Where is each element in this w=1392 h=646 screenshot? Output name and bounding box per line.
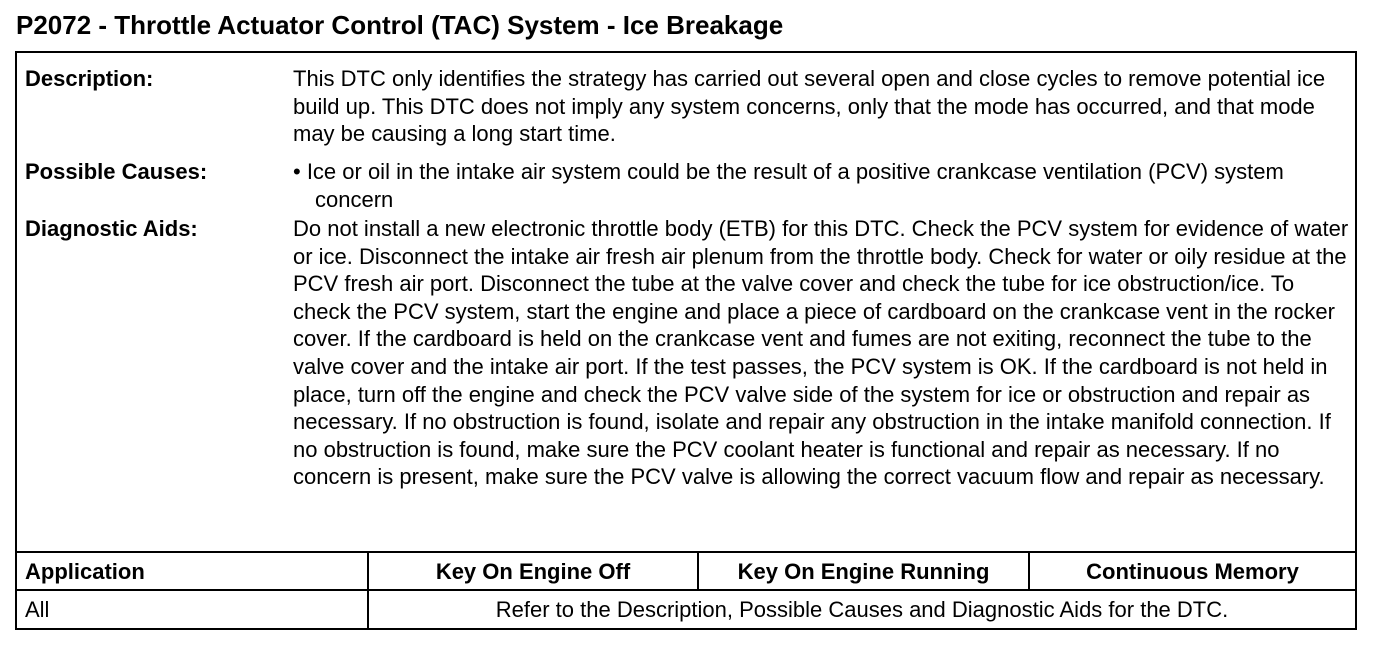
table-cell-application: All bbox=[25, 597, 50, 622]
possible-cause-item: • Ice or oil in the intake air system could be the result of a positive crankcase ventilation (PCV) system concern bbox=[293, 159, 1284, 212]
header-key-on-engine-running: Key On Engine Running bbox=[737, 559, 990, 584]
page-title: P2072 - Throttle Actuator Control (TAC) System - Ice Breakage bbox=[16, 10, 784, 40]
dtc-table bbox=[15, 51, 1357, 630]
header-application: Application bbox=[25, 559, 145, 584]
divider bbox=[17, 551, 1355, 553]
diagnostic-aids-text: Do not install a new electronic throttle body (ETB) for this DTC. Check the PCV system for evidence of water or ice. Disconnect the intake air fresh air plenum from the throttle body. Check for water or oily residue at the PCV fresh air port. Disconnect the tube at the valve cover and check the tube for ice obstruction/ice. To check the PCV system, start the engine and place a piece of cardboard on the crankcase vent in the rocker cover. If the cardboard is held on the crankcase vent and fumes are not exiting, reconnect the tube to the valve cover and the intake air port. If the test passes, the PCV system is OK. If the cardboard is not held in place, turn off the engine and check the PCV valve side of the system for ice or obstruction and repair as necessary. If no obstruction is found, isolate and repair any obstruction in the intake manifold connection. If no obstruction is found, make sure the PCV coolant heater is functional and repair as necessary. If no concern is present, make sure the PCV valve is allowing the correct vacuum flow and repair as necessary. bbox=[293, 216, 1349, 490]
dtc-info-section bbox=[17, 53, 1355, 551]
possible-causes-label: Possible Causes: bbox=[25, 159, 208, 184]
description-label: Description: bbox=[25, 66, 154, 91]
header-continuous-memory: Continuous Memory bbox=[1086, 559, 1299, 584]
table-cell-note: Refer to the Description, Possible Causes and Diagnostic Aids for the DTC. bbox=[495, 597, 1229, 622]
description-text: This DTC only identifies the strategy has carried out several open and close cycles to remove potential ice build up. This DTC does not imply any system concerns, only that the mode has occurred, and that mode may be causing a long start time. bbox=[293, 66, 1326, 147]
header-key-on-engine-off: Key On Engine Off bbox=[435, 559, 631, 584]
diagnostic-aids-label: Diagnostic Aids: bbox=[25, 216, 198, 241]
